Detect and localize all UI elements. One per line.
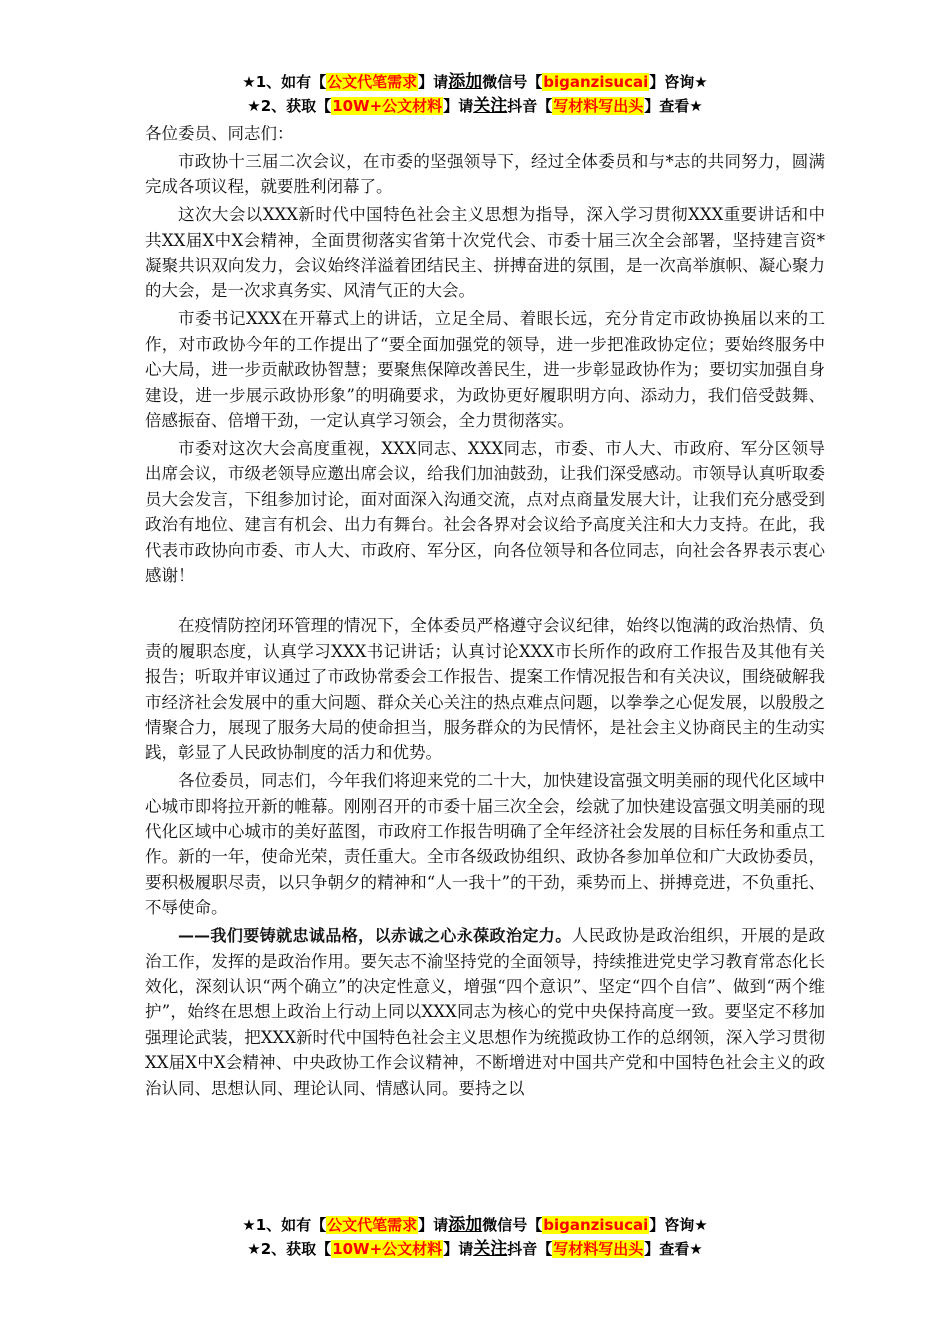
greeting: 各位委员、同志们： (145, 124, 294, 143)
paragraph-2: 这次大会以XXX新时代中国特色社会主义思想为指导，深入学习贯彻XXX重要讲话和中共XX届X中X会精神，全面贯彻落实省第十次党代会、市委十届三次全会部署，坚持建言资*凝聚共识双向发力，会议始终洋溢着团结民主、拼搏奋进的氛围，是一次高举旗帜、凝心聚力的大会，是一次求真务实、风清气正的大会。 (145, 205, 825, 301)
banner-text: 】请 (443, 1240, 474, 1258)
banner-text: ★1、如有【 (242, 1216, 327, 1234)
banner-text: 微信号【 (482, 1216, 543, 1234)
paragraph-4: 市委对这次大会高度重视，XXX同志、XXX同志，市委、市人大、市政府、军分区领导出席会议，市级老领导应邀出席会议，给我们加油鼓劲，让我们深受感动。市领导认真听取委员大会发言，下组参加讨论，面对面深入沟通交流，点对点商量发展大计，让我们充分感受到政治有地位、建言有机会、出力有舞台。社会各界对会议给予高度关注和大力支持。在此，我代表市政协向市委、市人大、市政府、军分区，向各位领导和各位同志，向社会各界表示衷心感谢！ (145, 438, 825, 585)
banner-text: 微信号【 (482, 73, 543, 91)
banner-text: ★2、获取【 (247, 1240, 332, 1258)
banner-line-1 (0, 1213, 950, 1237)
banner-highlight: 公文代笔需求 (327, 1216, 418, 1234)
paragraph-3: 市委书记XXX在开幕式上的讲话，立足全局、着眼长远，充分肯定市政协换届以来的工作，对市政协今年的工作提出了“要全面加强党的领导，进一步把准政协定位；要始终服务中心大局，进一步贡献政协智慧；要聚焦保障改善民生，进一步彰显政协作为；要切实加强自身建设，进一步展示政协形象”的明确要求，为政协更好履职明方向、添动力，我们倍受鼓舞、倍感振奋、倍增干劲，一定认真学习领会，全力贯彻落实。 (145, 309, 825, 430)
banner-text: 】请 (418, 73, 449, 91)
banner-wechat-id: biganzisucai (543, 1216, 649, 1234)
banner-line-2 (0, 1237, 950, 1261)
banner-text: 】查看★ (644, 97, 703, 115)
banner-highlight: 10W+公文材料 (332, 1240, 443, 1258)
banner-highlight: 公文代笔需求 (327, 73, 418, 91)
paragraph-5: 在疫情防控闭环管理的情况下，全体委员严格遵守会议纪律，始终以饱满的政治热情、负责的履职态度，认真学习XXX书记讲话；认真讨论XXX市长所作的政府工作报告及其他有关报告；听取并审议通过了市政协常委会工作报告、提案工作情况报告和有关决议，围绕破解我市经济社会发展中的重大问题、群众关心关注的热点难点问题，以拳拳之心促发展，以殷殷之情聚合力，展现了服务大局的使命担当，服务群众的为民情怀，是社会主义协商民主的生动实践，彰显了人民政协制度的活力和优势。 (145, 616, 825, 763)
paragraph-6: 各位委员，同志们，今年我们将迎来党的二十大，加快建设富强文明美丽的现代化区域中心城市即将拉开新的帷幕。刚刚召开的市委十届三次全会，绘就了加快建设富强文明美丽的现代化区域中心城市的美好蓝图，市政府工作报告明确了全年经济社会发展的目标任务和重点工作。新的一年，使命光荣，责任重大。全市各级政协组织、政协各参加单位和广大政协委员，要积极履职尽责，以只争朝夕的精神和“人一我十”的干劲，乘势而上、拼搏竞进，不负重托、不辱使命。 (145, 771, 825, 918)
banner-text: 】咨询★ (649, 1216, 708, 1234)
banner-text: 】请 (443, 97, 474, 115)
banner-text: 抖音【 (507, 1240, 553, 1258)
document-body (145, 121, 825, 1104)
banner-text: 】咨询★ (649, 73, 708, 91)
paragraph-7-heading: ——我们要铸就忠诚品格，以赤诚之心永葆政治定力。 (178, 926, 572, 946)
banner-douyin-id: 写材料写出头 (553, 97, 644, 115)
banner-underlined: 添加 (448, 1215, 483, 1235)
banner-text: ★1、如有【 (242, 73, 327, 91)
banner-line-2 (0, 94, 950, 118)
banner-text: 抖音【 (507, 97, 553, 115)
banner-line-1 (0, 70, 950, 94)
header-banner-bottom (0, 1213, 950, 1261)
paragraph-7 (145, 923, 825, 1101)
paragraph-1: 市政协十三届二次会议，在市委的坚强领导下，经过全体委员和与*志的共同努力，圆满完成各项议程，就要胜利闭幕了。 (145, 151, 825, 197)
banner-underlined: 关注 (473, 1239, 508, 1259)
banner-highlight: 10W+公文材料 (332, 97, 443, 115)
paragraph-7-text: 人民政协是政治组织，开展的是政治工作，发挥的是政治作用。要矢志不渝坚持党的全面领导，持续推进党史学习教育常态化长效化，深刻认识“两个确立”的决定性意义，增强“四个意识”、坚定“四个自信”、做到“两个维护”，始终在思想上政治上行动上同以XXX同志为核心的党中央保持高度一致。要坚定不移加强理论武装，把XXX新时代中国特色社会主义思想作为统揽政协工作的总纲领，深入学习贯彻XX届X中X会精神、中央政协工作会议精神，不断增进对中国共产党和中国特色社会主义的政治认同、思想认同、理论认同、情感认同。要持之以 (145, 926, 825, 1098)
banner-text: 】请 (418, 1216, 449, 1234)
banner-douyin-id: 写材料写出头 (553, 1240, 644, 1258)
header-banner-top (0, 70, 950, 118)
banner-wechat-id: biganzisucai (543, 73, 649, 91)
banner-underlined: 关注 (473, 96, 508, 116)
banner-underlined: 添加 (448, 72, 483, 92)
banner-text: ★2、获取【 (247, 97, 332, 115)
banner-text: 】查看★ (644, 1240, 703, 1258)
